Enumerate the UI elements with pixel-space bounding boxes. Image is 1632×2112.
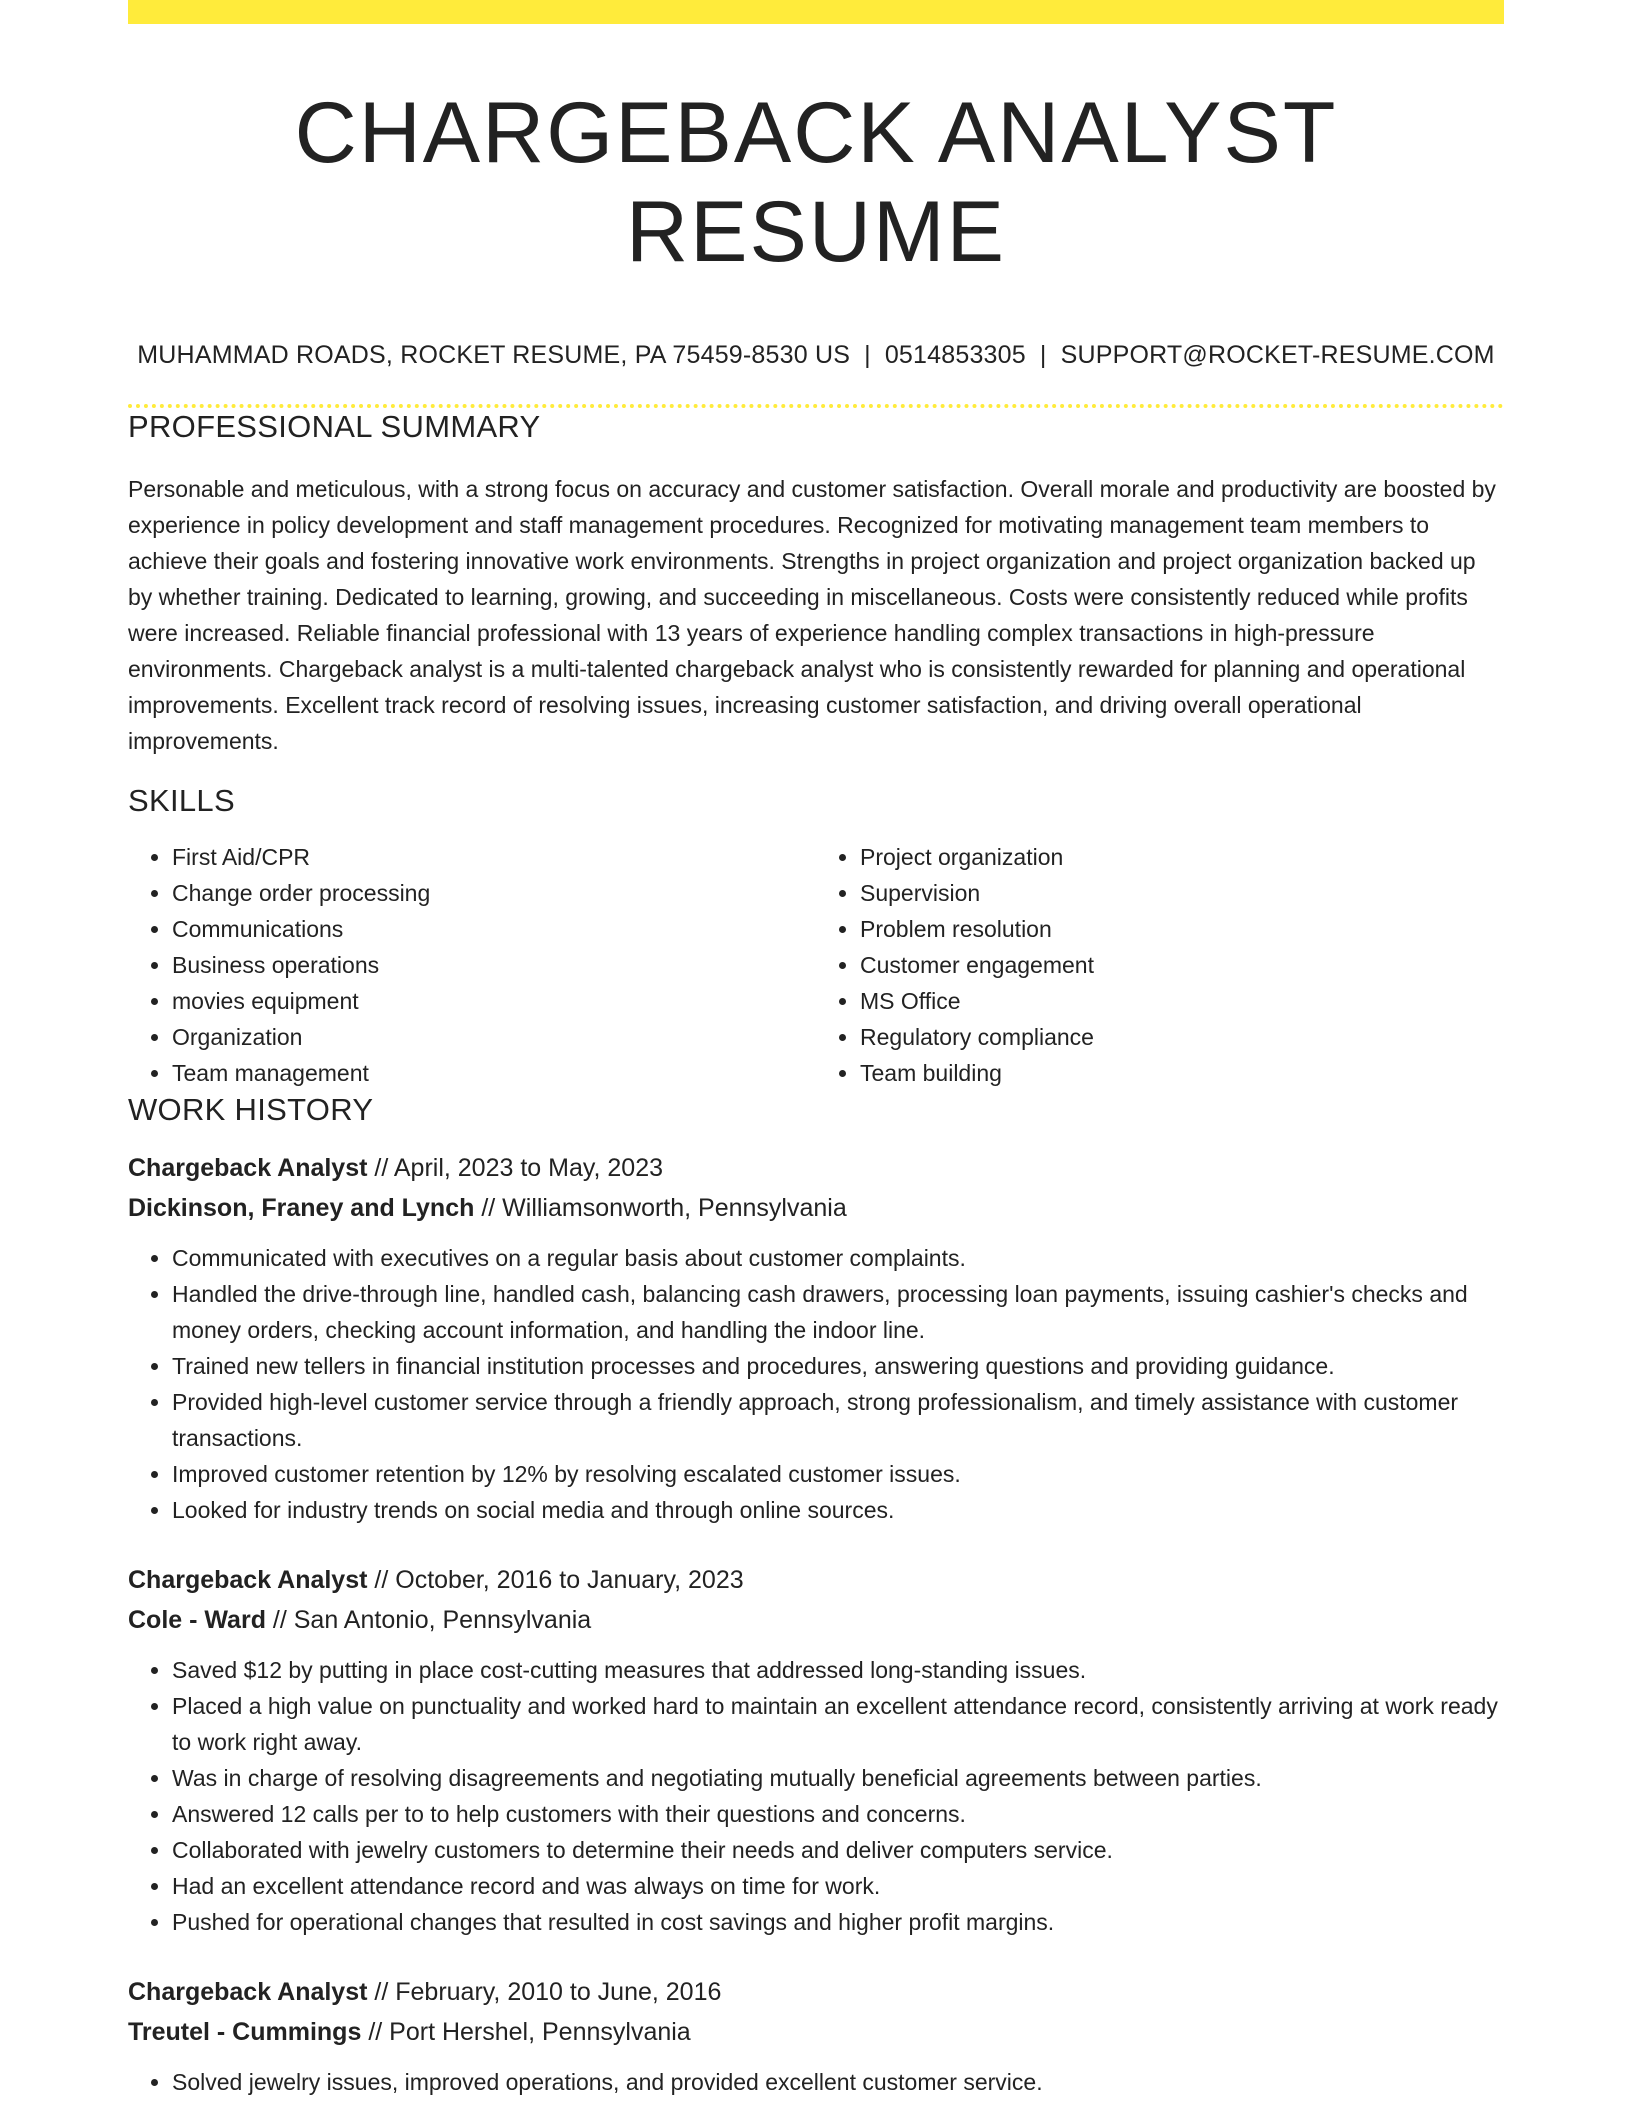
job-company-line [128, 2012, 1504, 2052]
summary-text: Personable and meticulous, with a strong focus on accuracy and customer satisfaction. Overall morale and productivity are boosted by experience in policy development and staff management procedures. Recognized for motivating management team members to achieve their goals and fostering innovative work environments. Strengths in project organization and project organization backed up by whether training. Dedicated to learning, growing, and succeeding in miscellaneous. Costs were consistently reduced while profits were increased. Reliable financial professional with 13 years of experience handling complex transactions in high-pressure environments. Chargeback analyst is a multi-talented chargeback analyst who is consistently rewarded for planning and operational improvements. Excellent track record of resolving issues, increasing customer satisfaction, and driving overall operational improvements. [128, 475, 1496, 754]
work-history-heading: WORK HISTORY [128, 1092, 374, 1128]
contact-address: MUHAMMAD ROADS, ROCKET RESUME, PA 75459-8530 US [137, 340, 851, 369]
skill-item: • MS Office [860, 983, 1504, 1019]
job-bullet: • Pushed for operational changes that resulted in cost savings and higher profit margins. [172, 1904, 1504, 1940]
job-title: Chargeback Analyst [128, 1154, 368, 1183]
job-bullet: • Communicated with executives on a regular basis about customer complaints. [172, 1240, 1504, 1276]
skill-item: • Team building [860, 1055, 1504, 1091]
job-entry [128, 1560, 1504, 1940]
resume-title: CHARGEBACK ANALYST RESUME [294, 85, 1338, 280]
job-company-line [128, 1188, 1504, 1228]
job-dates: // October, 2016 to January, 2023 [374, 1566, 744, 1595]
resume-page [128, 0, 1504, 2100]
job-company: Treutel - Cummings [128, 2018, 362, 2047]
skill-item: • Business operations [172, 947, 816, 983]
job-location: // Williamsonworth, Pennsylvania [481, 1194, 847, 1223]
skills-column-left [128, 839, 816, 1091]
contact-separator: | [1039, 340, 1047, 369]
skill-item: • Organization [172, 1019, 816, 1055]
job-dates: // February, 2010 to June, 2016 [374, 1978, 722, 2007]
job-bullet: • Had an excellent attendance record and was always on time for work. [172, 1868, 1504, 1904]
job-bullets [128, 1240, 1504, 1528]
contact-phone: 0514853305 [884, 340, 1026, 369]
job-bullets [128, 2064, 1504, 2100]
summary-heading: PROFESSIONAL SUMMARY [128, 408, 541, 444]
skill-item: • Supervision [860, 875, 1504, 911]
skill-item: • Team management [172, 1055, 816, 1091]
skill-item: • Project organization [860, 839, 1504, 875]
job-title-line [128, 1560, 1504, 1600]
skills-heading: SKILLS [128, 782, 235, 818]
skill-item: • Customer engagement [860, 947, 1504, 983]
job-title: Chargeback Analyst [128, 1566, 368, 1595]
job-entry [128, 1148, 1504, 1528]
job-bullet: • Solved jewelry issues, improved operations, and provided excellent customer service. [172, 2064, 1504, 2100]
contact-separator: | [864, 340, 871, 369]
job-title-line [128, 1972, 1504, 2012]
skills-list [128, 839, 1504, 1091]
job-bullet: • Handled the drive-through line, handled cash, balancing cash drawers, processing loan payments, issuing cashier's checks and money orders, checking account information, and handling the indoor line. [172, 1276, 1504, 1348]
accent-top-bar [128, 0, 1504, 24]
job-location: // San Antonio, Pennsylvania [272, 1606, 592, 1635]
job-bullet: • Provided high-level customer service through a friendly approach, strong professionalism, and timely assistance with customer transactions. [172, 1384, 1504, 1456]
skills-column-right [816, 839, 1504, 1091]
job-title: Chargeback Analyst [128, 1978, 368, 2007]
job-dates: // April, 2023 to May, 2023 [374, 1154, 664, 1183]
skill-item: • Change order processing [172, 875, 816, 911]
skill-item: • First Aid/CPR [172, 839, 816, 875]
job-location: // Port Hershel, Pennsylvania [368, 2018, 691, 2047]
job-company: Cole - Ward [128, 1606, 266, 1635]
job-company-line [128, 1600, 1504, 1640]
contact-email: SUPPORT@ROCKET-RESUME.COM [1060, 340, 1495, 369]
job-bullets [128, 1652, 1504, 1940]
job-bullet: • Improved customer retention by 12% by resolving escalated customer issues. [172, 1456, 1504, 1492]
skill-item: • Communications [172, 911, 816, 947]
job-entry [128, 1972, 1504, 2100]
job-bullet: • Looked for industry trends on social media and through online sources. [172, 1492, 1504, 1528]
job-bullet: • Saved $12 by putting in place cost-cutting measures that addressed long-standing issues. [172, 1652, 1504, 1688]
job-title-line [128, 1148, 1504, 1188]
skill-item: • Problem resolution [860, 911, 1504, 947]
job-company: Dickinson, Franey and Lynch [128, 1194, 475, 1223]
contact-line [128, 340, 1504, 370]
skill-item: • Regulatory compliance [860, 1019, 1504, 1055]
job-bullet: • Placed a high value on punctuality and worked hard to maintain an excellent attendance record, consistently arriving at work ready to work right away. [172, 1688, 1504, 1760]
job-bullet: • Trained new tellers in financial institution processes and procedures, answering questions and providing guidance. [172, 1348, 1504, 1384]
skill-item: • movies equipment [172, 983, 816, 1019]
job-bullet: • Answered 12 calls per to to help customers with their questions and concerns. [172, 1796, 1504, 1832]
job-bullet: • Collaborated with jewelry customers to determine their needs and deliver computers service. [172, 1832, 1504, 1868]
job-bullet: • Was in charge of resolving disagreements and negotiating mutually beneficial agreements between parties. [172, 1760, 1504, 1796]
